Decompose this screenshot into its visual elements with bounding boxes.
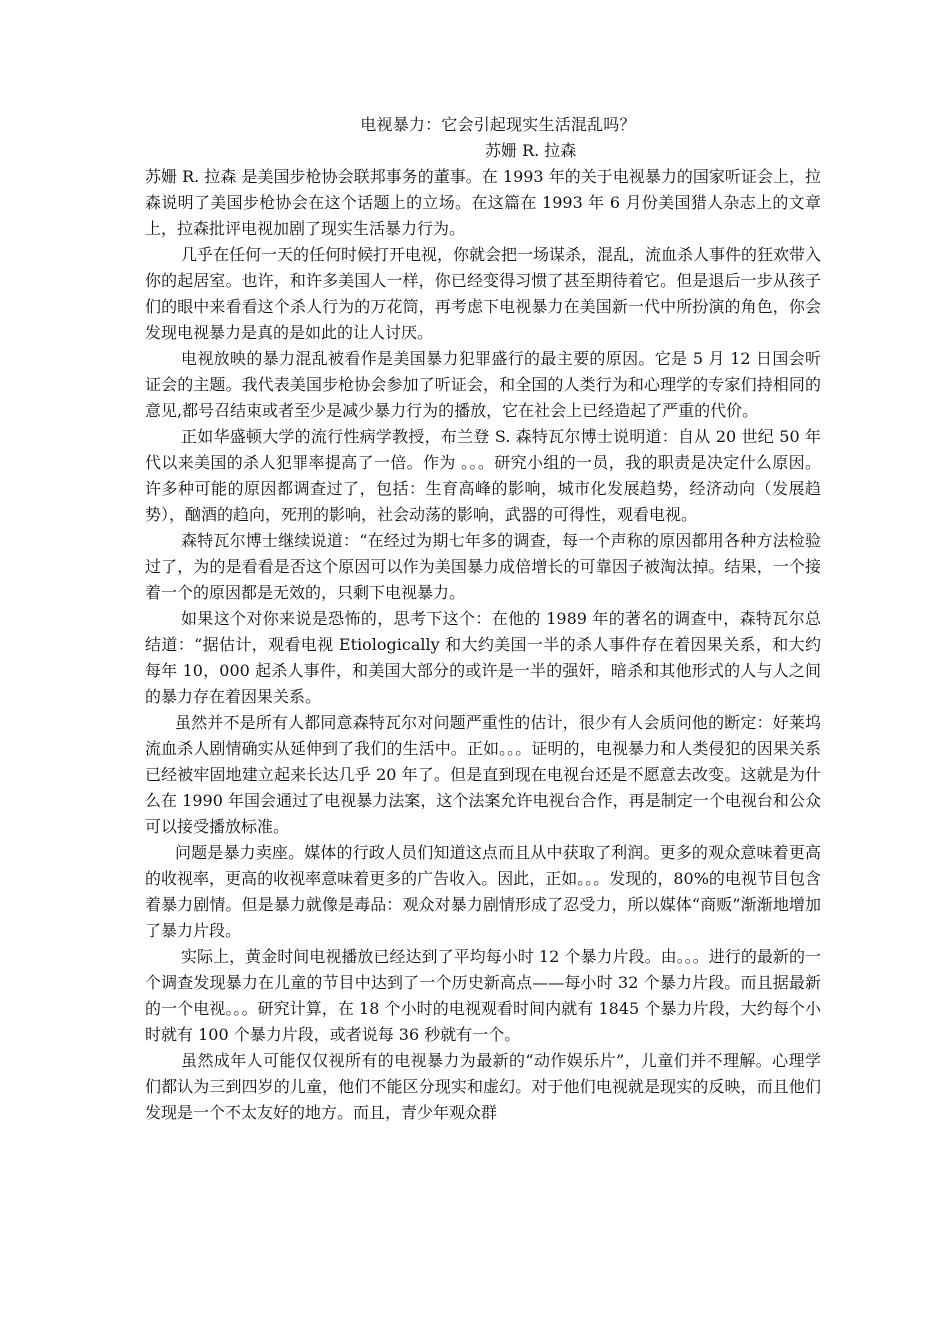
paragraph-7: 虽然并不是所有人都同意森特瓦尔对问题严重性的估计，很少有人会质问他的断定：好莱坞流血杀人剧情确实从延伸到了我们的生活中。正如。。。证明的，电视暴力和人类侵犯的因果关系已经被牢固地建立起来长达几乎 20 年了。但是直到现在电视台还是不愿意去改变。这就是为什么在 1990 年国会通过了电视暴力法案，这个法案允许电视台合作，再是制定一个电视台和公众可以接受播放标准。 [145,713,821,836]
paragraph-intro: 苏姗 R. 拉森 是美国步枪协会联邦事务的董事。在 1993 年的关于电视暴力的国家听证会上，拉森说明了美国步枪协会在这个话题上的立场。在这篇在 1993 年 6 月份美国猎人杂志上的文章上，拉森批评电视加剧了现实生活暴力行为。 [145,167,821,238]
document-title: 电视暴力：它会引起现实生活混乱吗？ [360,115,636,134]
paragraph-6: 如果这个对你来说是恐怖的，思考下这个：在他的 1989 年的著名的调查中，森特瓦尔总结道：“据估计，观看电视 Etiologically 和大约美国一半的杀人事件存在着因果关系，和大约每年 10，000 起杀人事件，和美国大部分的或许是一半的强奸，暗杀和其他形式的人与人之间的暴力存在着因果关系。 [145,609,821,706]
paragraph-5: 森特瓦尔博士继续说道：“在经过为期七年多的调查，每一个声称的原因都用各种方法检验过了，为的是看看是否这个原因可以作为美国暴力成倍增长的可靠因子被淘汰掉。结果，一个接着一个的原因都是无效的，只剩下电视暴力。 [145,531,821,602]
paragraph-2: 几乎在任何一天的任何时候打开电视，你就会把一场谋杀，混乱，流血杀人事件的狂欢带入你的起居室。也许，和许多美国人一样，你已经变得习惯了甚至期待着它。但是退后一步从孩子们的眼中来看看这个杀人行为的万花筒，再考虑下电视暴力在美国新一代中所扮演的角色，你会发现电视暴力是真的是如此的让人讨厌。 [145,245,822,342]
paragraph-9: 实际上，黄金时间电视播放已经达到了平均每小时 12 个暴力片段。由。。。进行的最新的一个调查发现暴力在儿童的节目中达到了一个历史新高点——每小时 32 个暴力片段。而且据最新的一个电视。。。研究计算，在 18 个小时的电视观看时间内就有 1845 个暴力片段，大约每个小时就有 100 个暴力片段，或者说每 36 秒就有一个。 [145,947,821,1044]
document-author: 苏姗 R. 拉森 [485,141,577,160]
paragraph-3: 电视放映的暴力混乱被看作是美国暴力犯罪盛行的最主要的原因。它是 5 月 12 日国会听证会的主题。我代表美国步枪协会参加了听证会，和全国的人类行为和心理学的专家们持相同的意见,都号召结束或者至少是减少暴力行为的播放，它在社会上已经造起了严重的代价。 [145,349,821,420]
document-page [145,112,821,1126]
paragraph-8: 问题是暴力卖座。媒体的行政人员们知道这点而且从中获取了利润。更多的观众意味着更高的收视率，更高的收视率意味着更多的广告收入。因此，正如。。。发现的，80%的电视节目包含着暴力剧情。但是暴力就像是毒品：观众对暴力剧情形成了忍受力，所以媒体“商贩”渐渐地增加了暴力片段。 [145,843,821,940]
paragraph-10: 虽然成年人可能仅仅视所有的电视暴力为最新的“动作娱乐片”，儿童们并不理解。心理学们都认为三到四岁的儿童，他们不能区分现实和虚幻。对于他们电视就是现实的反映，而且他们发现是一个不太友好的地方。而且，青少年观众群 [145,1051,821,1122]
paragraph-4: 正如华盛顿大学的流行性病学教授，布兰登 S. 森特瓦尔博士说明道：自从 20 世纪 50 年代以来美国的杀人犯罪率提高了一倍。作为 。。。研究小组的一员，我的职责是决定什么原因。许多种可能的原因都调查过了，包括：生育高峰的影响，城市化发展趋势，经济动向（发展趋势），酗酒的趋向，死刑的影响，社会动荡的影响，武器的可得性，观看电视。 [145,427,821,524]
